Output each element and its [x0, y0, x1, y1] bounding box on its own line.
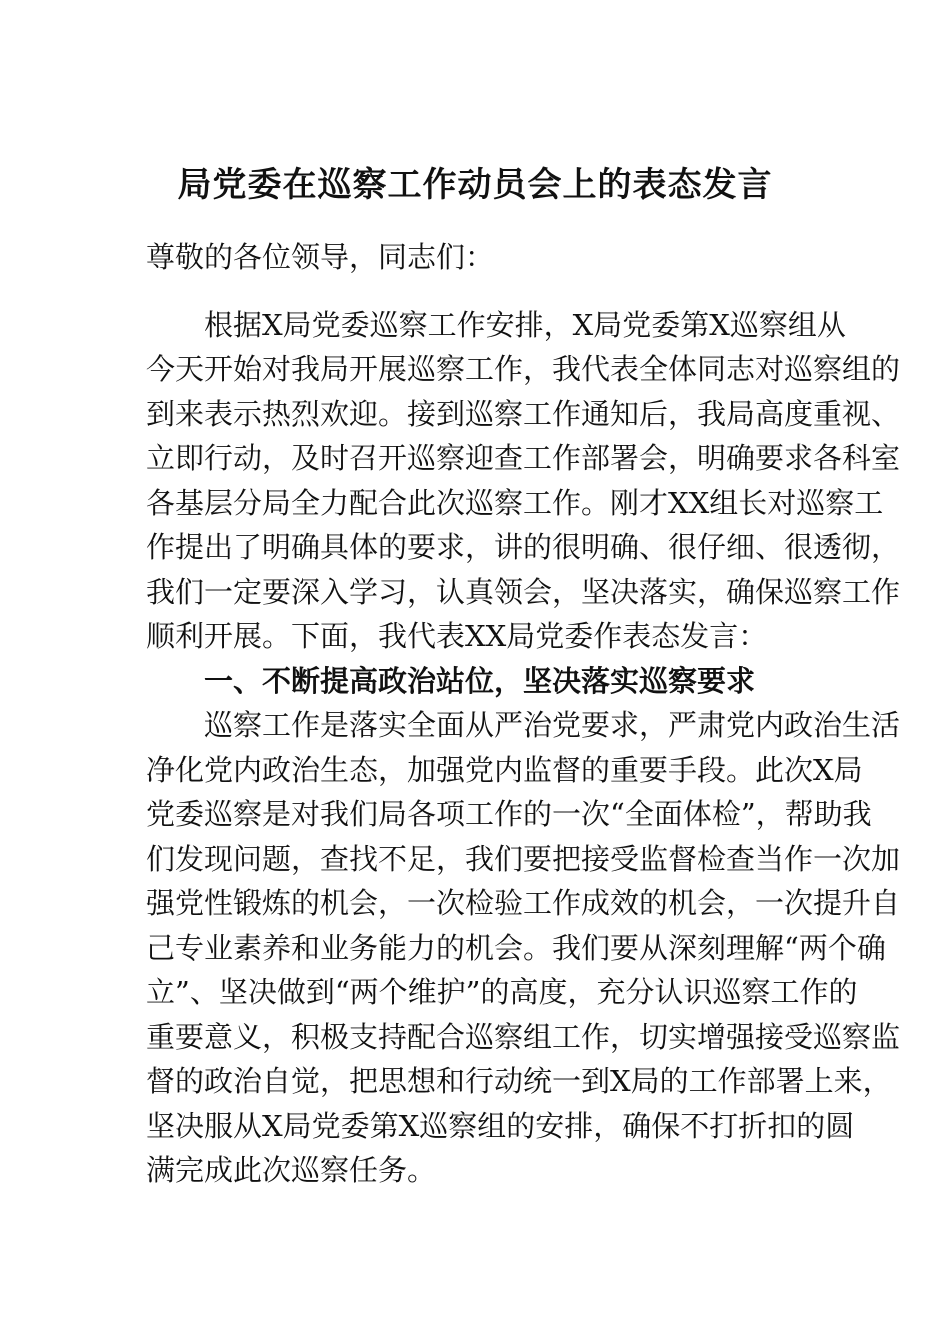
document-body: [146, 235, 901, 1193]
paragraph-line: 根据X局党委巡察工作安排，X局党委第X巡察组从: [204, 307, 846, 342]
paragraph-line: 我们一定要深入学习，认真领会，坚决落实，确保巡察工作: [146, 574, 901, 609]
paragraph-line: 党委巡察是对我们局各项工作的一次“全面体检”，帮助我: [146, 797, 872, 831]
paragraph-line: 己专业素养和业务能力的机会。我们要从深刻理解“两个确: [146, 930, 886, 965]
section-heading-1: 一、不断提高政治站位，坚决落实巡察要求: [204, 663, 756, 698]
paragraph-line: 立即行动，及时召开巡察迎查工作部署会，明确要求各科室: [146, 441, 901, 475]
paragraph-line: 净化党内政治生态，加强党内监督的重要手段。此次X局: [146, 752, 863, 787]
paragraph-line: 作提出了明确具体的要求，讲的很明确、很仔细、很透彻，: [146, 530, 901, 564]
paragraph-line: 们发现问题，查找不足，我们要把接受监督检查当作一次加: [146, 841, 901, 876]
paragraph-line: 督的政治自觉，把思想和行动统一到X局的工作部署上来，: [146, 1064, 892, 1098]
paragraph-line: 顺利开展。下面，我代表XX局党委作表态发言：: [146, 619, 768, 653]
paragraph-line: 满完成此次巡察任务。: [146, 1153, 437, 1187]
paragraph-line: 到来表示热烈欢迎。接到巡察工作通知后，我局高度重视、: [146, 396, 901, 431]
paragraph-line: 今天开始对我局开展巡察工作，我代表全体同志对巡察组的: [146, 352, 901, 386]
paragraph-line: 坚决服从X局党委第X巡察组的安排，确保不打折扣的圆: [146, 1108, 855, 1143]
document-title: 局党委在巡察工作动员会上的表态发言: [177, 165, 773, 205]
salutation: 尊敬的各位领导，同志们：: [146, 240, 495, 274]
paragraph-line: 立”、坚决做到“两个维护”的高度，充分认识巡察工作的: [146, 975, 858, 1009]
paragraph-line: 各基层分局全力配合此次巡察工作。刚才XX组长对巡察工: [146, 485, 884, 520]
paragraph-1: [146, 303, 901, 659]
paragraph-line: 强党性锻炼的机会，一次检验工作成效的机会，一次提升自: [146, 886, 901, 920]
paragraph-line: 巡察工作是落实全面从严治党要求，严肃党内政治生活: [204, 708, 901, 742]
paragraph-2: [146, 703, 901, 1193]
paragraph-line: 重要意义，积极支持配合巡察组工作，切实增强接受巡察监: [146, 1019, 901, 1054]
